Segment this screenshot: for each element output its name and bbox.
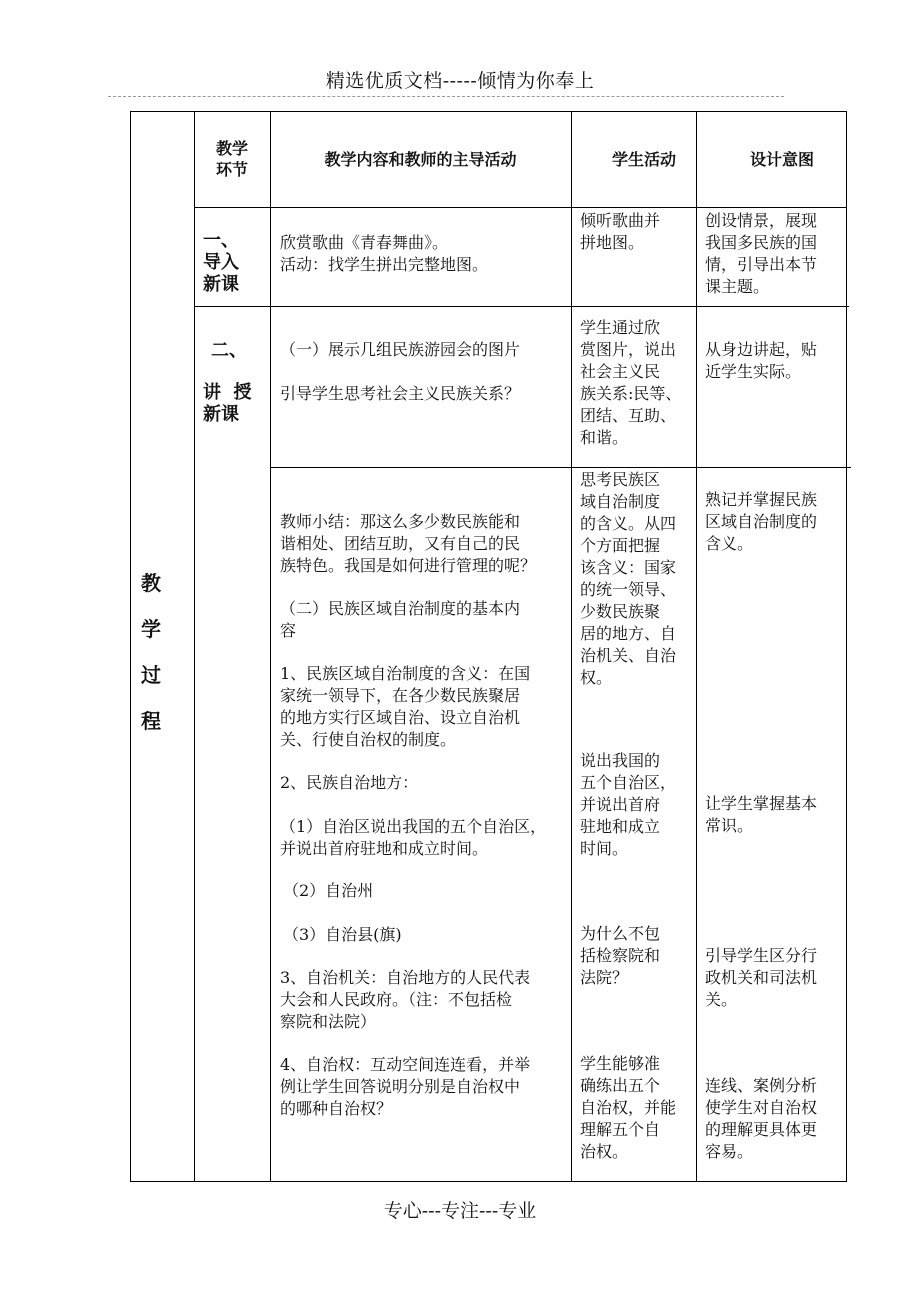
table-border-bottom	[130, 1181, 847, 1182]
content-intro: 欣赏歌曲《青春舞曲》。 活动：找学生拼出完整地图。	[280, 233, 489, 274]
content-summary: 教师小结：那这么多少数民族能和 谐相处、团结互助，又有自己的民 族特色。我国是如何进行管理的呢？	[280, 512, 537, 575]
header-divider	[108, 96, 784, 97]
student-regions: 说出我国的 五个自治区， 并说出首府 驻地和成立 时间。	[580, 751, 677, 858]
column-divider-2	[270, 111, 271, 1182]
content-autonomous-areas: 2、民族自治地方：	[280, 773, 419, 792]
stage-teaching-num: 二、	[211, 340, 247, 361]
stage-teaching: 讲 授 新课	[203, 382, 252, 425]
header-design: 设计意图	[750, 150, 815, 169]
header-content: 教学内容和教师的主导活动	[324, 150, 517, 169]
content-teaching: （一）展示几组民族游园会的图片 引导学生思考社会主义民族关系？	[280, 340, 521, 403]
design-definition: 熟记并掌握民族 区域自治制度的 含义。	[705, 490, 818, 553]
design-intro: 创设情景，展现 我国多民族的国 情，引导出本节 课主题。	[705, 211, 818, 296]
table-border-right	[846, 111, 847, 1182]
content-organs: 3、自治机关：自治地方的人民代表 大会和人民政府。（注：不包括检 察院和法院）	[280, 968, 531, 1031]
student-organs: 为什么不包 括检察院和 法院？	[580, 924, 661, 987]
section-label	[136, 570, 166, 754]
student-rights: 学生能够准 确练出五个 自治权，并能 理解五个自 治权。	[580, 1054, 677, 1161]
header-student: 学生活动	[612, 150, 677, 169]
student-teaching: 学生通过欣 赏图片，说出 社会主义民 族关系:民等、 团结、互助、 和谐。	[580, 318, 682, 447]
row-divider-1	[194, 306, 849, 307]
table-border-left	[130, 111, 131, 1182]
design-teaching: 从身边讲起，贴 近学生实际。	[705, 340, 818, 381]
header-row-divider	[194, 207, 847, 208]
table-border-top	[130, 111, 847, 112]
content-counties: （3）自治县(旗)	[283, 925, 402, 944]
student-definition: 思考民族区 域自治制度 的含义。从四 个方面把握 该含义：国家 的统一领导、 少数民族聚 居的地方、自 治机关、自治 权。	[580, 470, 677, 687]
design-organs: 引导学生区分行 政机关和司法机 关。	[705, 946, 818, 1009]
content-regions: （1）自治区说出我国的五个自治区， 并说出首府驻地和成立时间。	[280, 817, 547, 858]
content-autonomy-rights: 4、自治权：互动空间连连看，并举 例让学生回答说明分别是自治权中 的哪种自治权？	[280, 1055, 531, 1118]
page-header: 精选优质文档-----倾情为你奉上	[325, 70, 595, 92]
content-definition: 1、民族区域自治制度的含义：在国 家统一领导下，在各少数民族聚居 的地方实行区域自治、设立自治机 关、行使自治权的制度。	[280, 664, 531, 749]
section-label-char: 程	[141, 709, 161, 733]
row-divider-2	[270, 467, 851, 468]
design-rights: 连线、案例分析 使学生对自治权 的理解更具体更 容易。	[705, 1076, 818, 1161]
content-heading-basic: （二）民族区域自治制度的基本内 容	[280, 599, 521, 640]
column-divider-4	[696, 111, 697, 1182]
content-prefectures: （2）自治州	[283, 881, 374, 900]
section-label-char: 过	[141, 663, 161, 687]
design-regions: 让学生掌握基本 常识。	[705, 794, 818, 835]
section-label-char: 教	[141, 571, 161, 595]
header-stage: 教学 环节	[215, 139, 248, 179]
student-intro: 倾听歌曲并 拼地图。	[580, 211, 661, 252]
section-label-char: 学	[141, 617, 161, 641]
page-footer: 专心---专注---专业	[383, 1200, 537, 1222]
column-divider-3	[571, 111, 572, 1182]
column-divider-1	[194, 111, 195, 1182]
stage-intro: 一、 导入 新课	[203, 230, 239, 295]
